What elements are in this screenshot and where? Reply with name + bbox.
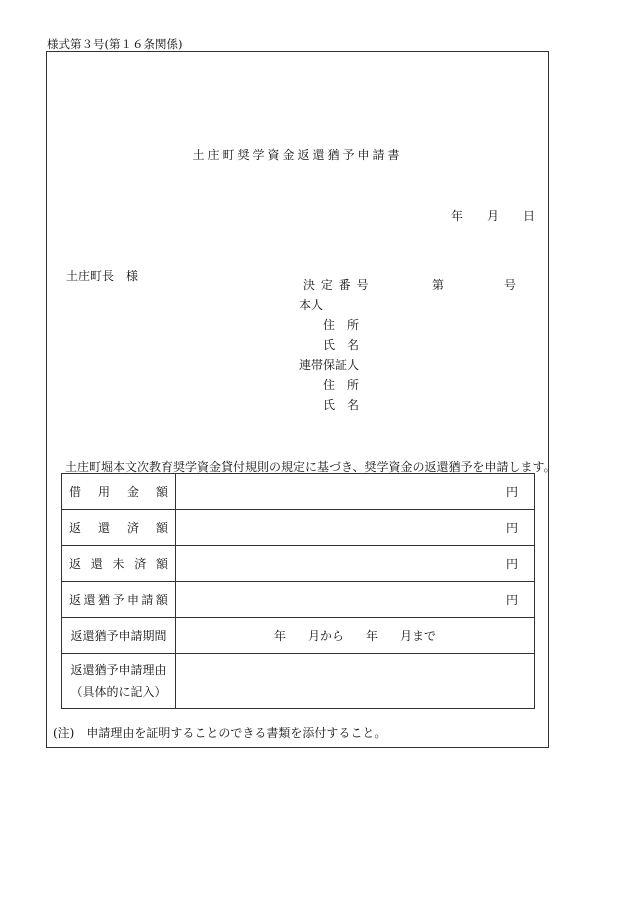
amount-field[interactable]: 円 — [176, 474, 535, 510]
row-label — [62, 546, 176, 582]
table-row — [62, 546, 535, 582]
period-label: 返還猶予申請期間 — [62, 618, 176, 654]
loan-table — [61, 473, 535, 709]
period-to-month: 月まで — [400, 629, 437, 643]
decision-number-dai: 第 — [432, 278, 445, 292]
reason-field[interactable] — [176, 654, 535, 709]
note-text: (注) 申請理由を証明することのできる書類を添付すること。 — [53, 726, 387, 740]
self-label: 本人 — [299, 298, 324, 312]
period-from-month: 月から — [307, 629, 344, 643]
reason-label — [62, 654, 176, 709]
amount-field[interactable]: 円 — [176, 510, 535, 546]
form-frame — [46, 51, 556, 748]
row-label-char: 還 — [83, 593, 96, 607]
row-label — [62, 510, 176, 546]
table-row-reason — [62, 654, 535, 709]
row-label-char: 猶 — [97, 593, 110, 607]
form-number-label: 様式第３号(第１６条関係) — [47, 37, 183, 51]
self-name-label: 氏 名 — [323, 338, 360, 352]
guarantor-address-label: 住 所 — [323, 378, 360, 392]
row-label-char: 未 — [112, 557, 125, 571]
row-label-char: 還 — [90, 557, 103, 571]
guarantor-name-label: 氏 名 — [323, 398, 360, 412]
reason-label-line2: （具体的に記入） — [70, 685, 167, 699]
row-label-char: 額 — [155, 485, 168, 499]
row-label-char: 額 — [155, 593, 168, 607]
guarantor-label: 連帯保証人 — [299, 358, 360, 372]
self-address-label: 住 所 — [323, 318, 360, 332]
row-label-char: 済 — [134, 557, 147, 571]
period-from-year: 年 — [273, 629, 286, 643]
date-day: 日 — [523, 209, 536, 223]
period-field[interactable] — [176, 618, 535, 654]
decision-number-label: 決 定 番 号 — [303, 278, 370, 292]
form-title: 土庄町奨学資金返還猶予申請書 — [192, 148, 403, 162]
row-label-char: 返 — [69, 521, 82, 535]
table-row — [62, 474, 535, 510]
table-row — [62, 510, 535, 546]
table-row-period — [62, 618, 535, 654]
row-label-char: 返 — [69, 593, 82, 607]
row-label-char: 請 — [141, 593, 154, 607]
row-label — [62, 582, 176, 618]
date-year: 年 — [451, 209, 464, 223]
intro-text: 土庄町堀本文次教育奨学資金貸付規則の規定に基づき、奨学資金の返還猶予を申請します。 — [65, 460, 556, 474]
table-row — [62, 582, 535, 618]
row-label-char: 金 — [126, 485, 139, 499]
date-month: 月 — [487, 209, 500, 223]
row-label-char: 用 — [97, 485, 110, 499]
reason-label-line1: 返還猶予申請理由 — [70, 663, 167, 677]
row-label-char: 額 — [155, 557, 168, 571]
row-label-char: 申 — [126, 593, 139, 607]
addressee: 土庄町長 様 — [66, 269, 139, 283]
decision-number-go: 号 — [504, 278, 517, 292]
row-label — [62, 474, 176, 510]
period-to-year: 年 — [366, 629, 379, 643]
row-label-char: 額 — [155, 521, 168, 535]
row-label-char: 済 — [126, 521, 139, 535]
amount-field[interactable]: 円 — [176, 582, 535, 618]
row-label-char: 予 — [112, 593, 125, 607]
row-label-char: 返 — [69, 557, 82, 571]
amount-field[interactable]: 円 — [176, 546, 535, 582]
row-label-char: 還 — [97, 521, 110, 535]
row-label-char: 借 — [69, 485, 82, 499]
